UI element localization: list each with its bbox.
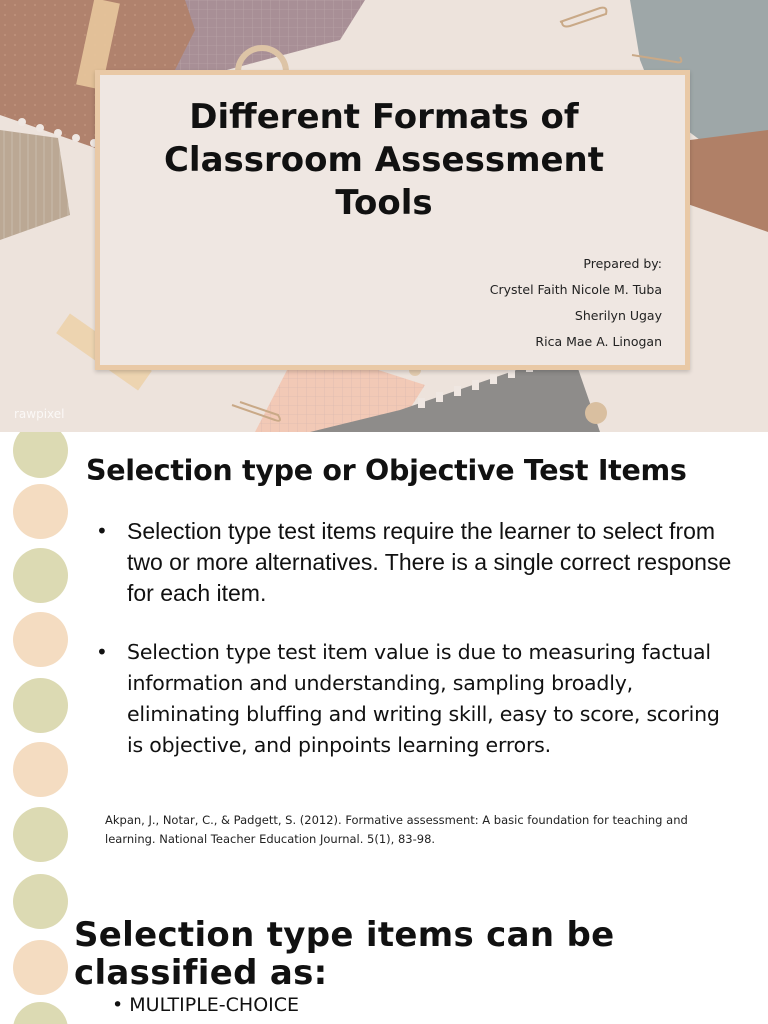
decorative-circle xyxy=(13,548,68,603)
bullet-text: Selection type test items require the learner to select from two or more alternatives. There is a single correct response for each item. xyxy=(127,518,732,606)
cover-title: Different Formats of Classroom Assessment Tools xyxy=(163,97,605,223)
rawpixel-watermark: rawpixel xyxy=(14,407,65,421)
bullet-marker: • xyxy=(112,994,124,1016)
decorative-circle xyxy=(13,484,68,539)
decorative-circle xyxy=(13,874,68,929)
cover-slide xyxy=(0,0,768,432)
bullet-marker: • xyxy=(96,640,108,664)
author-name: Crystel Faith Nicole M. Tuba xyxy=(489,282,662,297)
decorative-circle xyxy=(13,742,68,797)
author-name: Rica Mae A. Linogan xyxy=(535,334,662,349)
list-item-text: MULTIPLE-CHOICE xyxy=(129,994,300,1016)
reference-citation: Akpan, J., Notar, C., & Padgett, S. (2012). Formative assessment: A basic foundation for teaching and learning. National Teacher Education Journal. 5(1), 83-98. xyxy=(105,813,688,846)
content-slide xyxy=(0,432,768,1024)
decorative-circle xyxy=(13,940,68,995)
decorative-circle xyxy=(13,612,68,667)
credits-block xyxy=(490,256,662,360)
next-slide-heading: Selection type items can be classified as: xyxy=(74,915,615,993)
bullet-item xyxy=(96,516,736,609)
list-item xyxy=(112,994,299,1016)
bullet-marker: • xyxy=(96,519,108,543)
bullet-text: Selection type test item value is due to measuring factual information and understanding, sampling broadly, eliminating bluffing and writing skill, easy to score, scoring is objective, and pinpoints learning errors. xyxy=(127,640,720,757)
decorative-circle xyxy=(13,1002,68,1024)
decorative-circle xyxy=(13,678,68,733)
decorative-circle xyxy=(13,807,68,862)
bullet-list xyxy=(96,516,736,789)
slide-heading: Selection type or Objective Test Items xyxy=(86,454,687,487)
bullet-item xyxy=(96,637,736,761)
author-name: Sherilyn Ugay xyxy=(574,308,662,323)
prepared-by-label: Prepared by: xyxy=(583,256,662,271)
decorative-circle xyxy=(13,432,68,478)
